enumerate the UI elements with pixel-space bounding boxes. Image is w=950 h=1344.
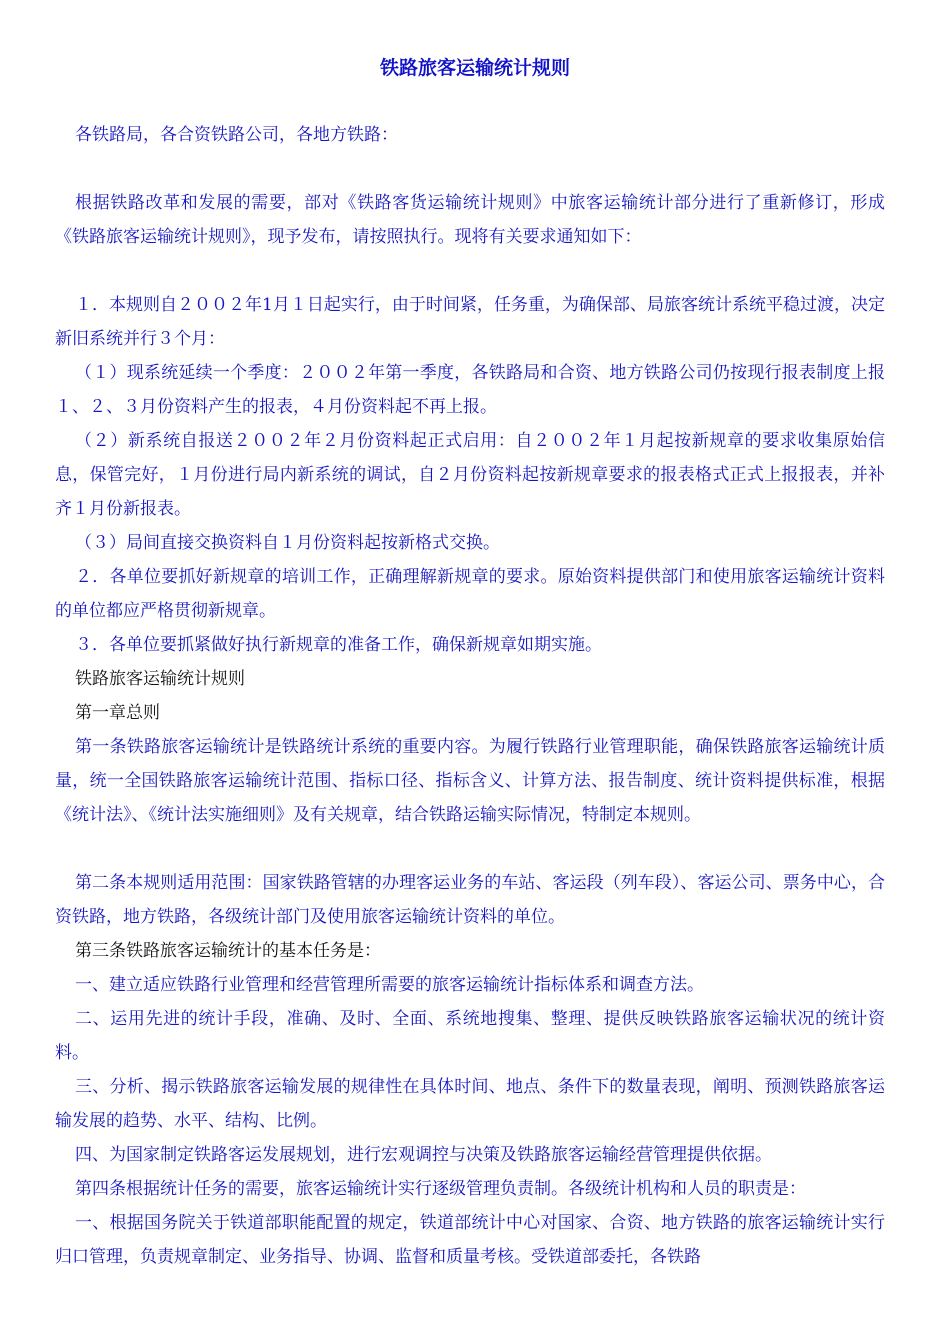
notice-item-3: ３．各单位要抓紧做好执行新规章的准备工作，确保新规章如期实施。 <box>75 635 602 655</box>
article-2: 第二条本规则适用范围：国家铁路管辖的办理客运业务的车站、客运段（列车段）、客运公司、票务中心，合资铁路，地方铁路，各级统计部门及使用旅客运输统计资料的单位。 <box>55 873 885 927</box>
notice-item-1: １．本规则自２００２年1月１日起实行，由于时间紧，任务重，为确保部、局旅客统计系统平稳过渡，决定新旧系统并行３个月： <box>55 295 885 349</box>
article-3-item-2: 二、运用先进的统计手段，准确、及时、全面、系统地搜集、整理、提供反映铁路旅客运输状况的统计资料。 <box>55 1009 885 1063</box>
article-1: 第一条铁路旅客运输统计是铁路统计系统的重要内容。为履行铁路行业管理职能，确保铁路旅客运输统计质量，统一全国铁路旅客运输统计范围、指标口径、指标含义、计算方法、报告制度、统计资料提供标准，根据《统计法》、《统计法实施细则》及有关规章，结合铁路运输实际情况，特制定本规则。 <box>55 737 885 825</box>
rules-heading: 铁路旅客运输统计规则 <box>75 669 245 689</box>
article-4: 第四条根据统计任务的需要，旅客运输统计实行逐级管理负责制。各级统计机构和人员的职责是： <box>75 1179 806 1199</box>
article-3-item-4: 四、为国家制定铁路客运发展规划，进行宏观调控与决策及铁路旅客运输经营管理提供依据。 <box>75 1145 772 1165</box>
chapter-heading: 第一章总则 <box>75 703 160 723</box>
article-3: 第三条铁路旅客运输统计的基本任务是： <box>75 941 381 961</box>
notice-item-1-1: （１）现系统延续一个季度：２００２年第一季度，各铁路局和合资、地方铁路公司仍按现行报表制度上报１、２、３月份资料产生的报表，４月份资料起不再上报。 <box>55 363 885 417</box>
notice-item-1-2: （２）新系统自报送２００２年２月份资料起正式启用：自２００２年１月起按新规章的要求收集原始信息，保管完好，１月份进行局内新系统的调试，自２月份资料起按新规章要求的报表格式正式上报报表，并补齐１月份新报表。 <box>55 431 885 519</box>
article-3-item-1: 一、建立适应铁路行业管理和经营管理所需要的旅客运输统计指标体系和调查方法。 <box>75 975 704 995</box>
notice-intro: 根据铁路改革和发展的需要，部对《铁路客货运输统计规则》中旅客运输统计部分进行了重新修订，形成《铁路旅客运输统计规则》，现予发布，请按照执行。现将有关要求通知如下： <box>55 193 885 247</box>
notice-greeting: 各铁路局，各合资铁路公司，各地方铁路： <box>75 125 398 145</box>
article-3-item-3: 三、分析、揭示铁路旅客运输发展的规律性在具体时间、地点、条件下的数量表现，阐明、预测铁路旅客运输发展的趋势、水平、结构、比例。 <box>55 1077 885 1131</box>
notice-item-2: ２．各单位要抓好新规章的培训工作，正确理解新规章的要求。原始资料提供部门和使用旅客运输统计资料的单位都应严格贯彻新规章。 <box>55 567 885 621</box>
notice-item-1-3: （３）局间直接交换资料自１月份资料起按新格式交换。 <box>75 533 500 553</box>
document-title: 铁路旅客运输统计规则 <box>379 57 570 79</box>
article-4-item-1: 一、根据国务院关于铁道部职能配置的规定，铁道部统计中心对国家、合资、地方铁路的旅客运输统计实行归口管理，负责规章制定、业务指导、协调、监督和质量考核。受铁道部委托，各铁路 <box>55 1213 885 1267</box>
